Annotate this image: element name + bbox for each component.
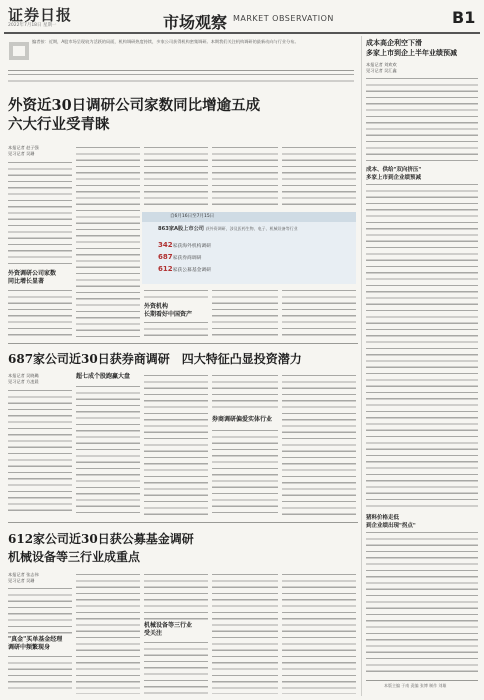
stats-row-1-value: 342: [158, 241, 173, 249]
story3-headline-line1: 612家公司近30日获公募基金调研: [8, 532, 194, 546]
story3-body-col5: [282, 572, 356, 694]
right-byline-2: 见习记者 吴汇鑫: [366, 68, 397, 73]
right-byline: [366, 62, 478, 74]
lead-body-col5-lower: [282, 288, 356, 340]
lead-subhead-1: [8, 270, 72, 286]
story3-body-col3a: [144, 572, 208, 620]
story3-body-col1b: [8, 654, 72, 694]
right-subhead-2-a: 猪料价格走低: [366, 515, 400, 521]
lead-subhead-2-a: 外资机构: [144, 303, 169, 310]
lead-body-col3-lower-b: [144, 320, 208, 340]
lead-headline-line1: 外资近30日调研公司家数同比增逾五成: [8, 97, 261, 114]
right-subhead-1-b: 多家上市到企业绩预减: [366, 175, 422, 181]
lead-subhead-2-b: 长期看好中国资产: [144, 311, 193, 318]
lead-body-col1: [8, 160, 72, 268]
lead-body-col4: [212, 145, 278, 209]
right-headline-line2: 多家上市到企上半年业绩预减: [366, 48, 457, 57]
story2-byline: [8, 373, 70, 385]
intro-continued-text: [8, 72, 354, 84]
page-number: B1: [452, 8, 476, 27]
stats-row-3-label: 家获公募基金调研: [172, 268, 212, 273]
stats-row-1: [158, 241, 353, 249]
story3-subhead-1: [8, 636, 72, 652]
story3-subhead-1-b: 调研中频繁现身: [8, 644, 51, 651]
story2-subhead-2: 券商调研偏爱实体行业: [212, 416, 273, 423]
section-title-en: MARKET OBSERVATION: [233, 14, 334, 23]
story3-subhead-2-b: 受关注: [144, 630, 163, 637]
right-body-c: [366, 530, 478, 676]
lead-subhead-1-a: 外资调研公司家数: [8, 270, 57, 277]
stats-graphic-line1: [158, 225, 353, 232]
story3-subhead-2-a: 机械设备等三行业: [144, 622, 193, 629]
right-headline: [366, 38, 480, 58]
story3-headline-line2: 机械设备等三行业成重点: [8, 550, 141, 564]
stats-row-2-label: 家获券商调研: [172, 256, 202, 261]
story3-body-col1a: [8, 586, 72, 634]
stats-row-3-value: 612: [158, 265, 173, 273]
story3-subhead-2: [144, 622, 208, 638]
right-subhead-2-b: 到企业绩出现"拐点": [366, 523, 416, 529]
lead-subhead-2: [144, 303, 208, 319]
issue-date: 2022年7月18日 星期一: [8, 23, 57, 28]
editor-note: 编者按：近期，A股市场呈现较为活跃的局面，机构调研热度持续，多家公司获得机构密集调研。本期我们关注机构调研的最新动向与行业分布。: [32, 39, 299, 44]
story3-body-col4: [212, 572, 278, 694]
story3-headline: [8, 530, 358, 566]
right-subhead-1-a: 成本、供给"双向挤压": [366, 167, 422, 173]
story3-body-col3b: [144, 640, 208, 694]
intro-badge-icon: [8, 38, 30, 64]
story-divider-1: [8, 343, 358, 344]
story2-body-col4a: [212, 373, 278, 413]
story2-body-col4b: [212, 428, 278, 516]
right-body-a: [366, 76, 478, 162]
lead-body-col3-lower-a: [144, 288, 208, 302]
story-divider-2: [8, 522, 358, 523]
stats-total-desc: 获外资调研，涉及医药生物、电子、机械设备等行业: [205, 226, 298, 231]
right-byline-1: 本报记者 刘欢欢: [366, 62, 397, 67]
story2-headline: 687家公司近30日获券商调研 四大特征凸显投资潜力: [8, 352, 302, 366]
lead-body-col5: [282, 145, 356, 209]
lead-subhead-1-b: 同比增长显著: [8, 278, 45, 285]
intro-rule: [8, 70, 354, 71]
story2-body-col2: [76, 384, 140, 516]
story2-byline-1: 本报记者 吴晓璐: [8, 373, 39, 378]
lead-byline-1: 本报记者 赵子强: [8, 145, 39, 150]
story2-body-col1: [8, 388, 72, 516]
right-column-divider: [361, 36, 362, 696]
masthead-rule: [4, 32, 480, 34]
story3-byline: [8, 572, 70, 584]
story3-body-col2: [76, 572, 140, 694]
stats-graphic-period: 自6月16日至7月15日: [170, 214, 215, 219]
lead-byline: [8, 145, 70, 157]
lead-byline-2: 见习记者 吴珊: [8, 151, 35, 156]
right-subhead-2: [366, 513, 478, 529]
stats-total: 863家A股上市公司: [158, 226, 204, 232]
story3-subhead-1-a: "真金"买单基金经理: [8, 636, 63, 643]
story2-subhead-1: 超七成个股跑赢大盘: [76, 373, 131, 380]
stats-row-1-label: 家获海外机构调研: [172, 244, 212, 249]
lead-body-col3: [144, 145, 208, 209]
lead-body-col2: [76, 145, 140, 338]
right-headline-line1: 成本高企利空下滑: [366, 38, 422, 47]
lead-headline-line2: 六大行业受青睐: [8, 116, 110, 133]
lead-body-col1b: [8, 288, 72, 338]
newspaper-logo: 证券日报: [8, 6, 73, 24]
story2-body-col3: [144, 373, 208, 516]
stats-row-2-value: 687: [158, 253, 173, 261]
story3-byline-1: 本报记者 张志伟: [8, 572, 39, 577]
lead-body-col4-lower: [212, 288, 278, 340]
story2-byline-2: 见习记者 方凌晨: [8, 379, 39, 384]
footer-rule: [366, 680, 478, 681]
lead-headline: [8, 96, 358, 134]
right-body-b: [366, 182, 478, 510]
story2-body-col5: [282, 373, 356, 516]
stats-row-2: [158, 253, 353, 261]
section-title: 市场观察: [163, 13, 228, 32]
page-credits: 本版主编 于南 责编 张博 制作 刘雄: [384, 683, 447, 688]
right-subhead-1: [366, 165, 478, 181]
stats-row-3: [158, 265, 353, 273]
story3-byline-2: 见习记者 吴珊: [8, 578, 35, 583]
